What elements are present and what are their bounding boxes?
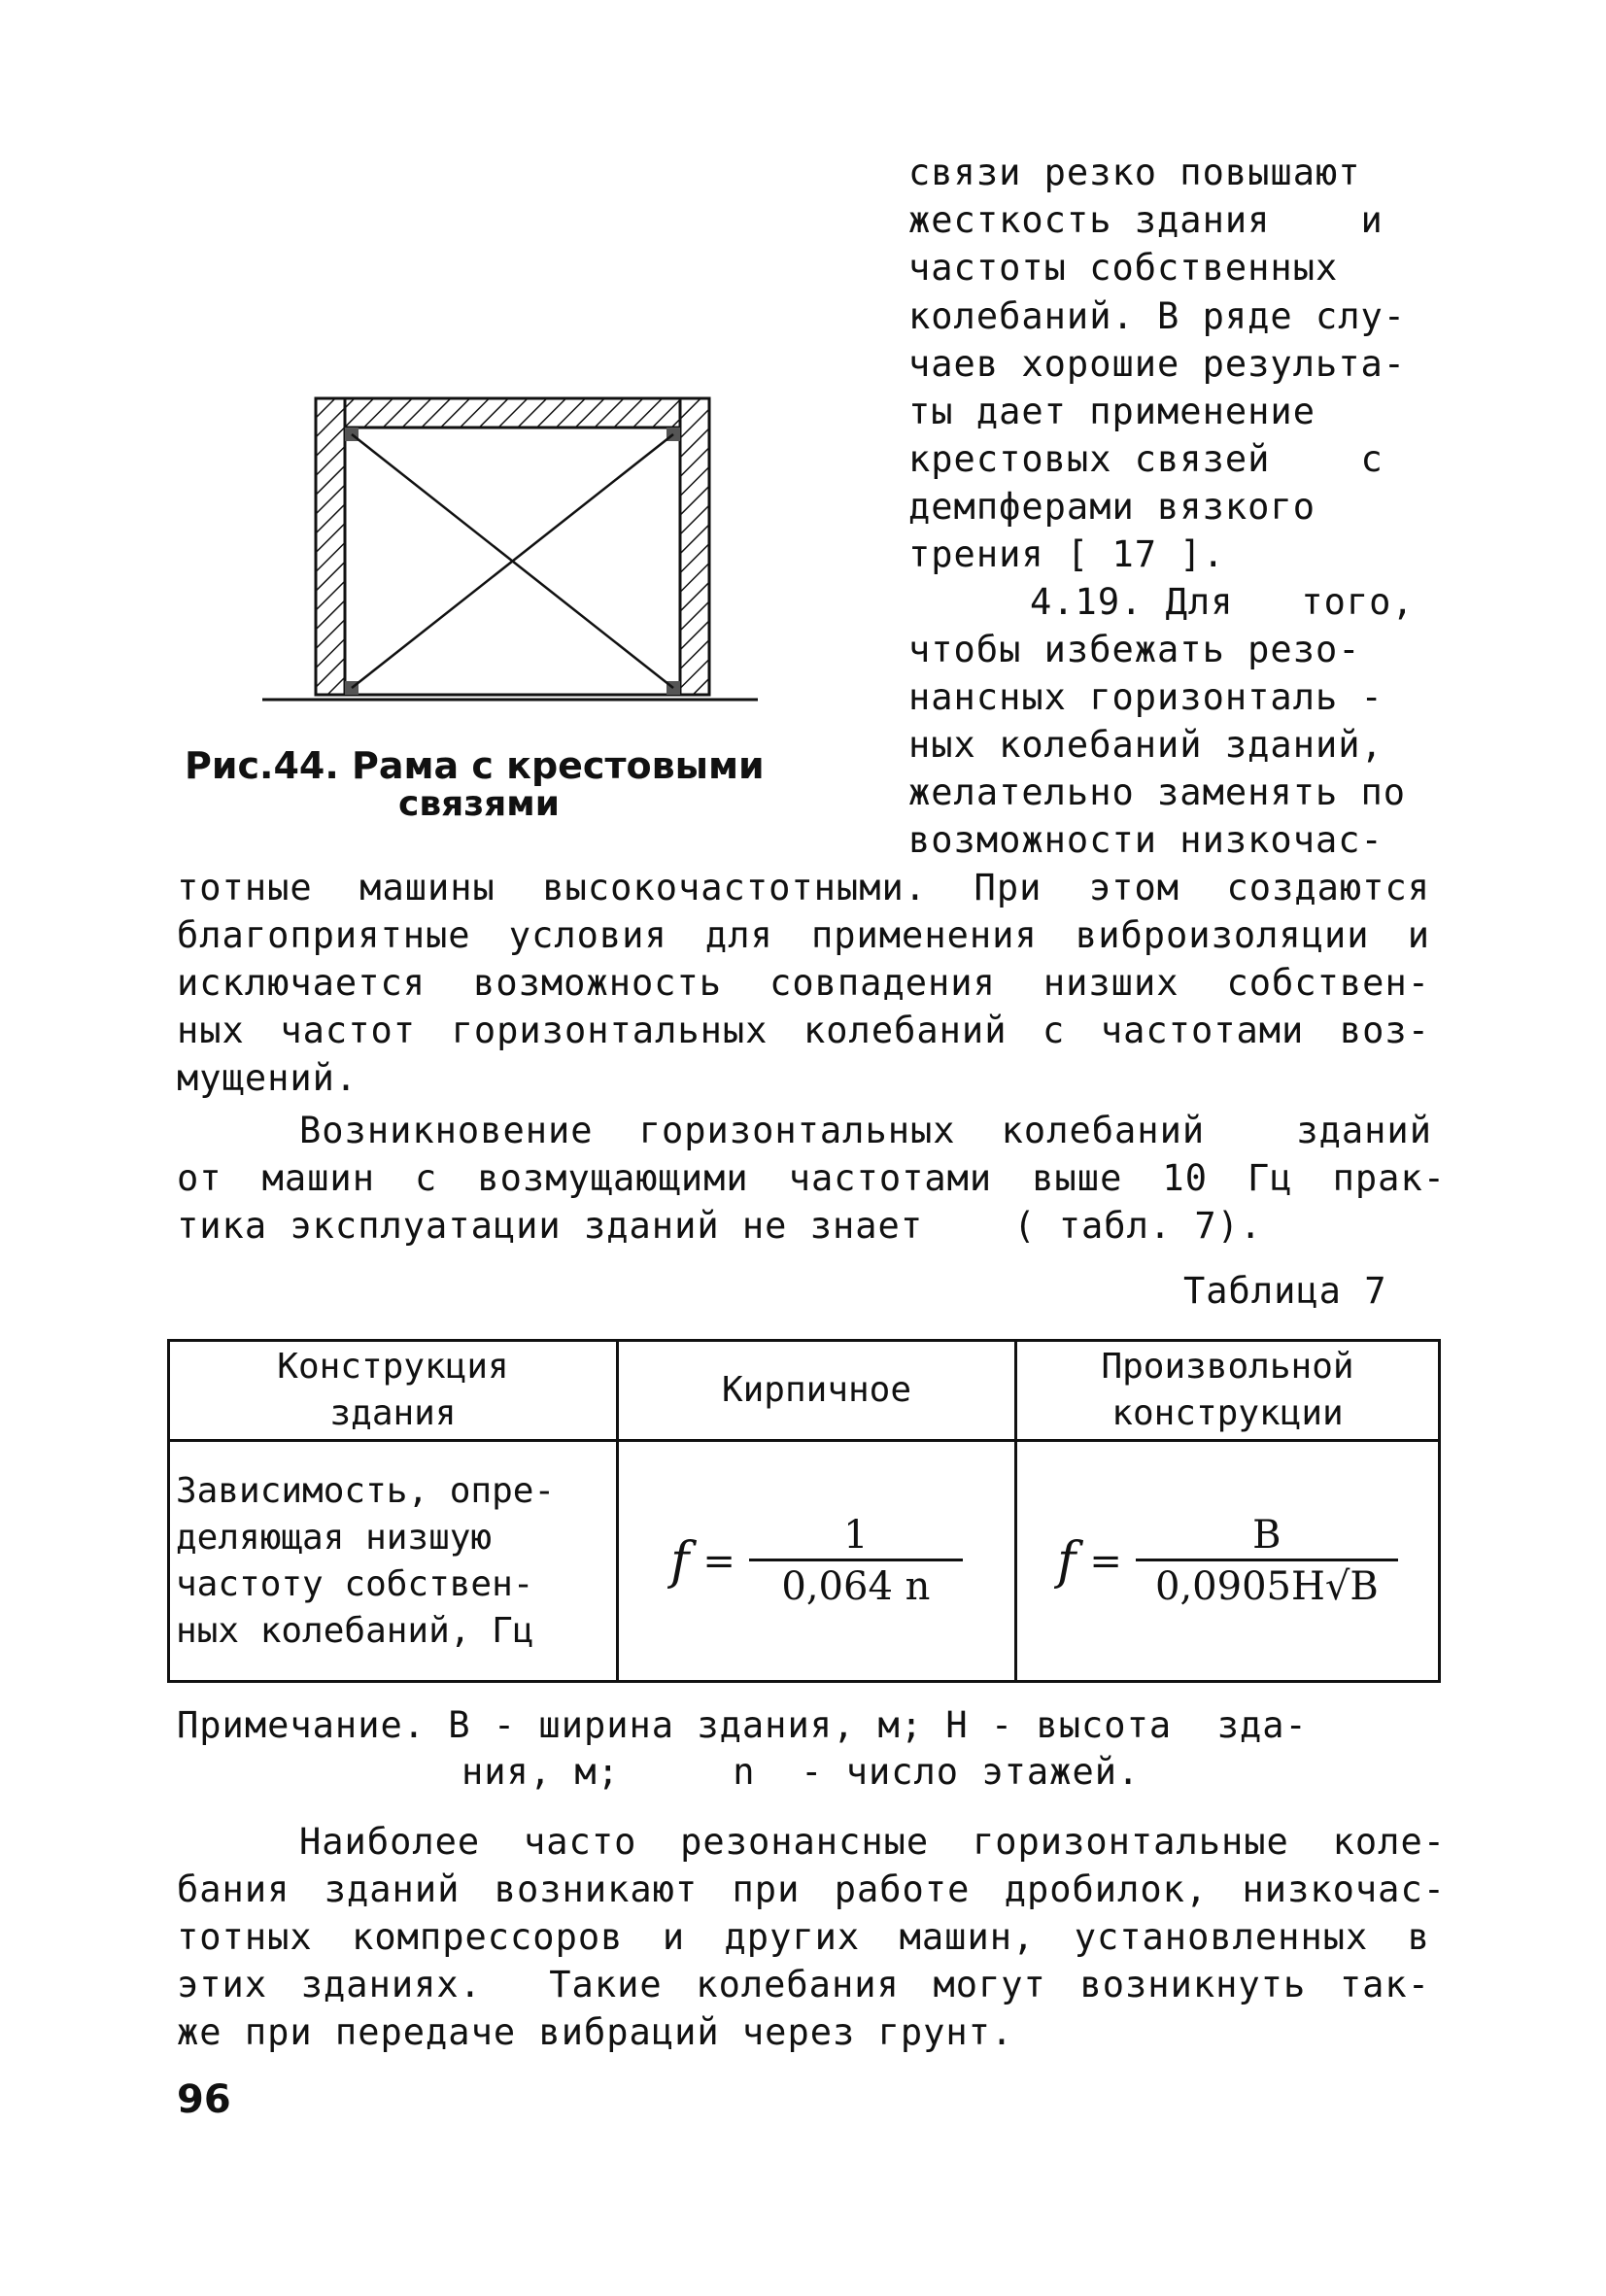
paragraph-line: Возникновение горизонтальных колебаний зданий [299, 1110, 1432, 1151]
right-column-line: связи резко повышают [908, 152, 1361, 193]
paragraph-line: же при передаче вибраций через грунт. [177, 2011, 1014, 2053]
header-arbitrary: Произвольной конструкции [1016, 1341, 1440, 1441]
right-column-line: ных колебаний зданий, [908, 724, 1384, 766]
table-title: Таблица 7 [1183, 1270, 1387, 1312]
frame-column-left [316, 398, 345, 695]
paragraph-line: тотных компрессоров и других машин, установленных в [177, 1916, 1430, 1958]
figure-caption: связями [398, 784, 560, 824]
frame-column-right [680, 398, 709, 695]
frame-beam [316, 398, 709, 428]
row-label: Зависимость, опре- деляющая низшую частоту собствен- ных колебаний, Гц [169, 1441, 618, 1682]
paragraph-line: исключается возможность совпадения низших собствен- [177, 962, 1430, 1004]
table-7 [167, 1339, 1441, 1683]
table-note: Примечание. B - ширина здания, м; H - высота зда- [177, 1704, 1308, 1746]
paragraph-line: благоприятные условия для применения виброизоляции и [177, 914, 1430, 956]
frame-figure [253, 384, 777, 714]
right-column-line: демпферами вязкого [908, 486, 1316, 528]
right-column-line: ты дает применение [908, 391, 1316, 432]
paragraph-line: этих зданиях. Такие колебания могут возникнуть так- [177, 1964, 1430, 2005]
right-column-line: возможности низкочас- [908, 819, 1384, 861]
page-number: 96 [177, 2077, 231, 2122]
paragraph-line: бания зданий возникают при работе дробилок, низкочас- [177, 1868, 1446, 1910]
right-column-line: частоты собственных [908, 247, 1339, 289]
paragraph-line: от машин с возмущающими частотами выше 10 Гц прак- [177, 1157, 1446, 1199]
right-column-line: нансных горизонталь - [908, 676, 1384, 718]
right-column-line: колебаний. В ряде слу- [908, 295, 1407, 337]
formula-arbitrary: f = $\frac{B}{0,0905H√B}$ [1016, 1441, 1440, 1682]
formula-brick: f = $\frac{1}{0,064 n}$ [618, 1441, 1016, 1682]
table-note: ния, м; n - число этажей. [461, 1751, 1141, 1793]
table-row [169, 1441, 1440, 1682]
right-column-line: желательно заменять по [908, 771, 1407, 813]
table-header-row [169, 1341, 1440, 1441]
paragraph-line: ных частот горизонтальных колебаний с частотами воз- [177, 1010, 1430, 1051]
figure-caption: Рис.44. Рама с крестовыми [185, 744, 765, 787]
header-construction: Конструкция здания [169, 1341, 618, 1441]
paragraph-line: тика эксплуатации зданий не знает ( табл. 7). [177, 1205, 1263, 1247]
header-brick: Кирпичное [618, 1341, 1016, 1441]
right-column-line: крестовых связей с [908, 438, 1384, 480]
paragraph-line: мущений. [177, 1057, 359, 1099]
paragraph-line: Наиболее часто резонансные горизонтальные коле- [299, 1821, 1446, 1863]
right-column-line: чаев хорошие результа- [908, 343, 1407, 385]
right-column-line: трения [ 17 ]. [908, 533, 1225, 575]
right-column-line: чтобы избежать резо- [908, 629, 1361, 670]
paragraph-line: тотные машины высокочастотными. При этом создаются [177, 867, 1430, 908]
section-heading-4-19: 4.19. Для того, [1030, 581, 1415, 623]
right-column-line: жесткость здания и [908, 199, 1384, 241]
